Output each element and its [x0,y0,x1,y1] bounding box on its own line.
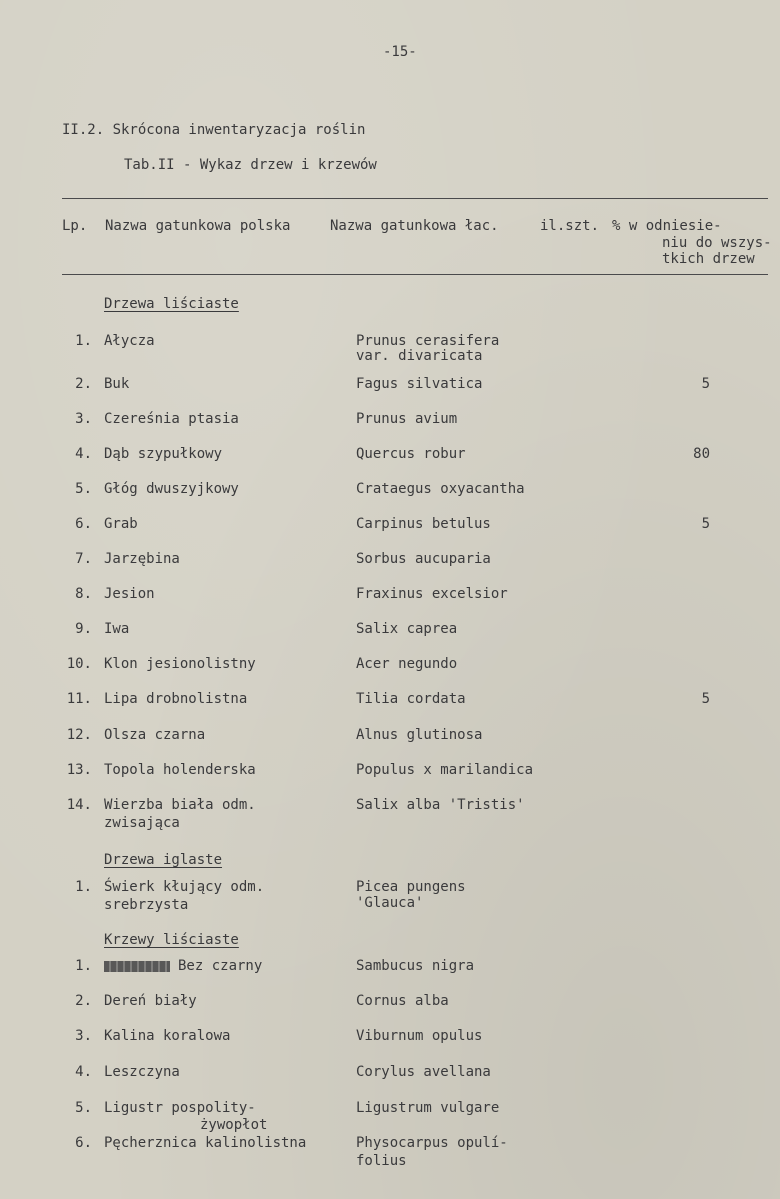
row-polish-name: Pęcherznica kalinolistna [104,1135,307,1151]
row-polish-name: Topola holenderska [104,762,256,778]
row-number: 11. [66,691,92,707]
row-polish-name: Grab [104,516,138,532]
table-title: Tab.II - Wykaz drzew i krzewów [124,157,377,173]
header-percent-line3: tkich drzew [662,251,755,267]
row-polish-name: Wierzba biała odm. [104,797,256,813]
row-latin-name: Crataegus oxyacantha [356,481,525,497]
row-number: 6. [75,516,92,532]
row-latin-name: Prunus cerasifera [356,333,500,349]
row-polish-name: Iwa [104,621,130,637]
row-polish-name: Głóg dwuszyjkowy [104,481,239,497]
row-latin-name: Acer negundo [356,656,458,672]
row-latin-name-cont: 'Glauca' [356,895,424,911]
header-percent-line2: niu do wszys- [662,235,772,251]
row-number: 1. [75,958,92,974]
row-polish-name: Jesion [104,586,155,602]
row-polish-name-text: Bez czarny [178,958,263,974]
row-polish-name: Olsza czarna [104,727,206,743]
row-percent: 5 [701,516,710,532]
row-polish-name: Jarzębina [104,551,180,567]
row-number: 14. [66,797,92,813]
row-polish-name: Klon jesionolistny [104,656,256,672]
header-latin-name: Nazwa gatunkowa łac. [330,218,499,234]
row-percent: 5 [701,691,710,707]
row-latin-name: Salix alba 'Tristis' [356,797,525,813]
row-latin-name: Populus x marilandica [356,762,534,778]
row-number: 5. [75,481,92,497]
section-title: II.2. Skrócona inwentaryzacja roślin [62,122,366,138]
row-number: 3. [75,1028,92,1044]
row-number: 3. [75,411,92,427]
row-latin-name: Fagus silvatica [356,376,483,392]
row-latin-name-cont: var. divaricata [356,348,483,364]
header-percent-line1: % w odniesie- [612,218,722,234]
row-latin-name: Prunus avium [356,411,458,427]
row-latin-name: Corylus avellana [356,1064,491,1080]
row-latin-name: Quercus robur [356,446,466,462]
row-latin-name: Sambucus nigra [356,958,475,974]
row-number: 2. [75,993,92,1009]
row-polish-name [104,958,262,975]
row-number: 2. [75,376,92,392]
group-title-deciduous-shrubs: Krzewy liściaste [104,932,239,948]
row-polish-name: Dereń biały [104,993,197,1009]
row-latin-name-cont: folius [356,1153,407,1169]
header-polish-name: Nazwa gatunkowa polska [105,218,291,234]
row-polish-name: Dąb szypułkowy [104,446,223,462]
row-number: 6. [75,1135,92,1151]
page-number: -15- [383,44,417,60]
row-polish-name: Ligustr pospolity- [104,1100,256,1116]
row-number: 4. [75,446,92,462]
row-number: 8. [75,586,92,602]
row-latin-name: Ligustrum vulgare [356,1100,500,1116]
row-latin-name: Viburnum opulus [356,1028,483,1044]
row-number: 7. [75,551,92,567]
table-top-rule [62,198,768,199]
row-number: 13. [66,762,92,778]
row-latin-name: Salix caprea [356,621,458,637]
row-latin-name: Physocarpus opulí- [356,1135,508,1151]
struck-out-text [104,961,170,972]
row-polish-name: Czereśnia ptasia [104,411,239,427]
row-latin-name: Cornus alba [356,993,449,1009]
row-number: 10. [66,656,92,672]
row-number: 12. [66,727,92,743]
group-title-deciduous-trees: Drzewa liściaste [104,296,239,312]
row-polish-name: Ałycza [104,333,155,349]
header-count: il.szt. [540,218,600,234]
row-number: 4. [75,1064,92,1080]
row-polish-name: Lipa drobnolistna [104,691,248,707]
row-latin-name: Alnus glutinosa [356,727,483,743]
row-polish-name: Buk [104,376,130,392]
header-lp: Lp. [62,218,88,234]
row-number: 5. [75,1100,92,1116]
row-latin-name: Tilia cordata [356,691,466,707]
row-percent: 80 [693,446,710,462]
row-latin-name: Carpinus betulus [356,516,491,532]
row-number: 1. [75,333,92,349]
row-polish-name-cont: żywopłot [200,1117,268,1133]
row-latin-name: Fraxinus excelsior [356,586,508,602]
row-number: 9. [75,621,92,637]
table-header-rule [62,274,768,275]
row-polish-name: Kalina koralowa [104,1028,231,1044]
row-polish-name: Świerk kłujący odm. [104,879,265,895]
row-number: 1. [75,879,92,895]
row-polish-name-cont: zwisająca [104,815,180,831]
row-latin-name: Sorbus aucuparia [356,551,491,567]
row-polish-name: Leszczyna [104,1064,180,1080]
row-polish-name-cont: srebrzysta [104,897,189,913]
row-latin-name: Picea pungens [356,879,466,895]
group-title-coniferous-trees: Drzewa iglaste [104,852,223,868]
row-percent: 5 [701,376,710,392]
